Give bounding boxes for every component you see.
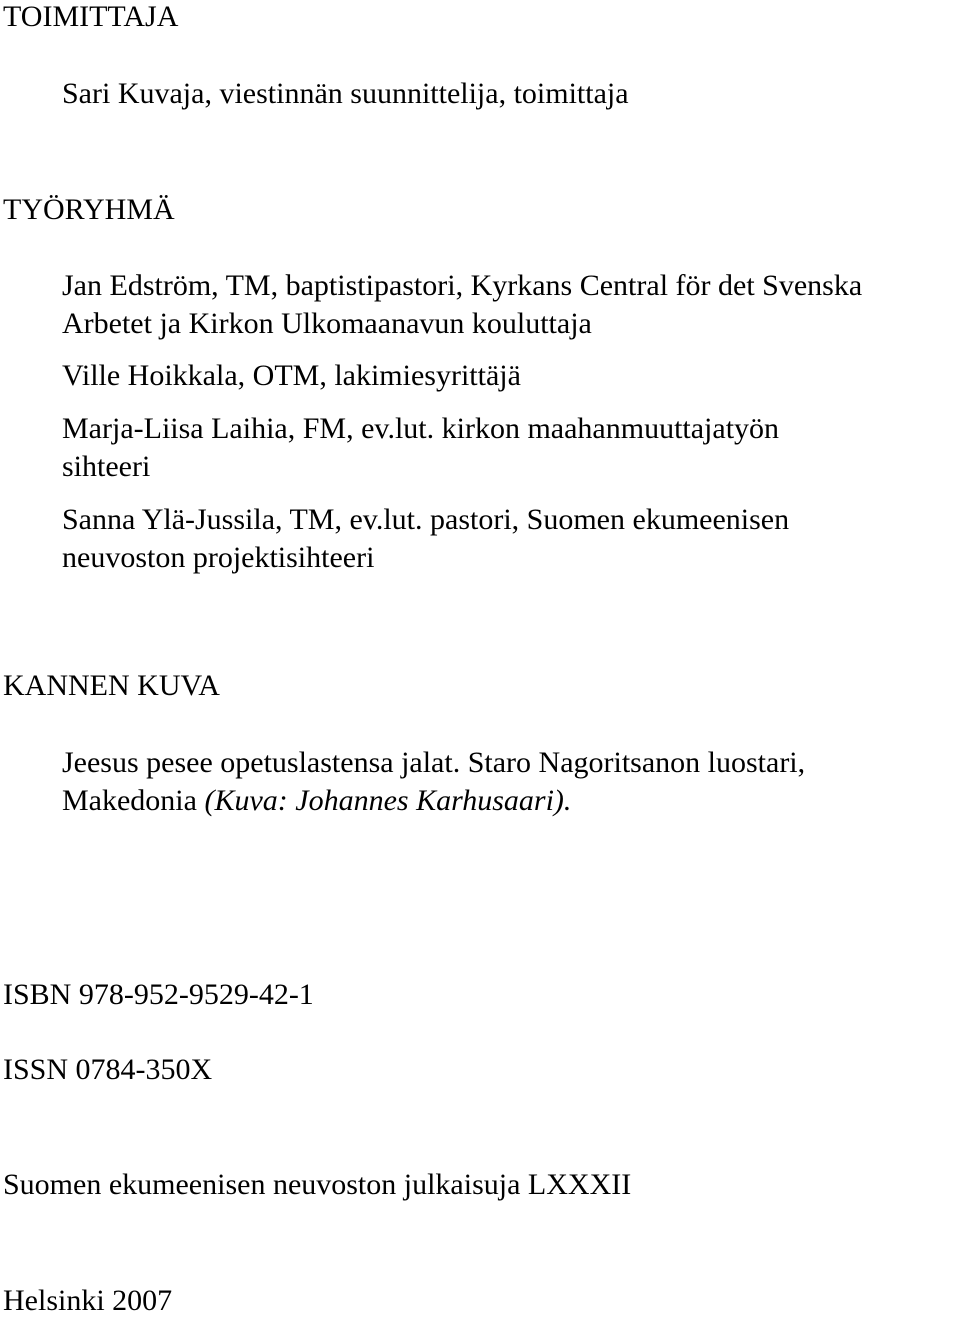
issn: ISSN 0784-350X	[3, 1053, 213, 1086]
team-member-hoikkala: Ville Hoikkala, OTM, lakimiesyrittäjä	[62, 359, 521, 392]
isbn: ISBN 978-952-9529-42-1	[3, 978, 314, 1011]
team-member-line: Arbetet ja Kirkon Ulkomaanavun kouluttaja	[62, 307, 592, 340]
cover-caption-place: Makedonia	[62, 784, 205, 817]
team-member-line: Sanna Ylä-Jussila, TM, ev.lut. pastori, Suomen ekumeenisen	[62, 503, 790, 536]
cover-caption-line	[62, 782, 955, 820]
team-member-line: neuvoston projektisihteeri	[62, 541, 375, 574]
cover-caption-line: Jeesus pesee opetuslastensa jalat. Staro Nagoritsanon luostari,	[62, 746, 806, 779]
team-member-line: Marja-Liisa Laihia, FM, ev.lut. kirkon maahanmuuttajatyön	[62, 412, 780, 445]
team-member-line: Jan Edström, TM, baptistipastori, Kyrkans Central för det Svenska	[62, 269, 863, 302]
heading-toimittaja: TOIMITTAJA	[3, 0, 179, 33]
team-member-yla-jussila	[62, 501, 955, 577]
editor-text: Sari Kuvaja, viestinnän suunnittelija, toimittaja	[62, 77, 629, 110]
team-member-edstrom	[62, 267, 955, 343]
heading-tyoryhma: TYÖRYHMÄ	[3, 193, 175, 226]
cover-caption	[62, 744, 955, 820]
place-year: Helsinki 2007	[3, 1284, 173, 1317]
team-member-line: sihteeri	[62, 450, 151, 483]
team-member-laihia	[62, 410, 955, 486]
series-title: Suomen ekumeenisen neuvoston julkaisuja LXXXII	[3, 1168, 632, 1201]
photo-credit: (Kuva: Johannes Karhusaari).	[204, 784, 572, 817]
heading-kannen-kuva: KANNEN KUVA	[3, 669, 220, 702]
